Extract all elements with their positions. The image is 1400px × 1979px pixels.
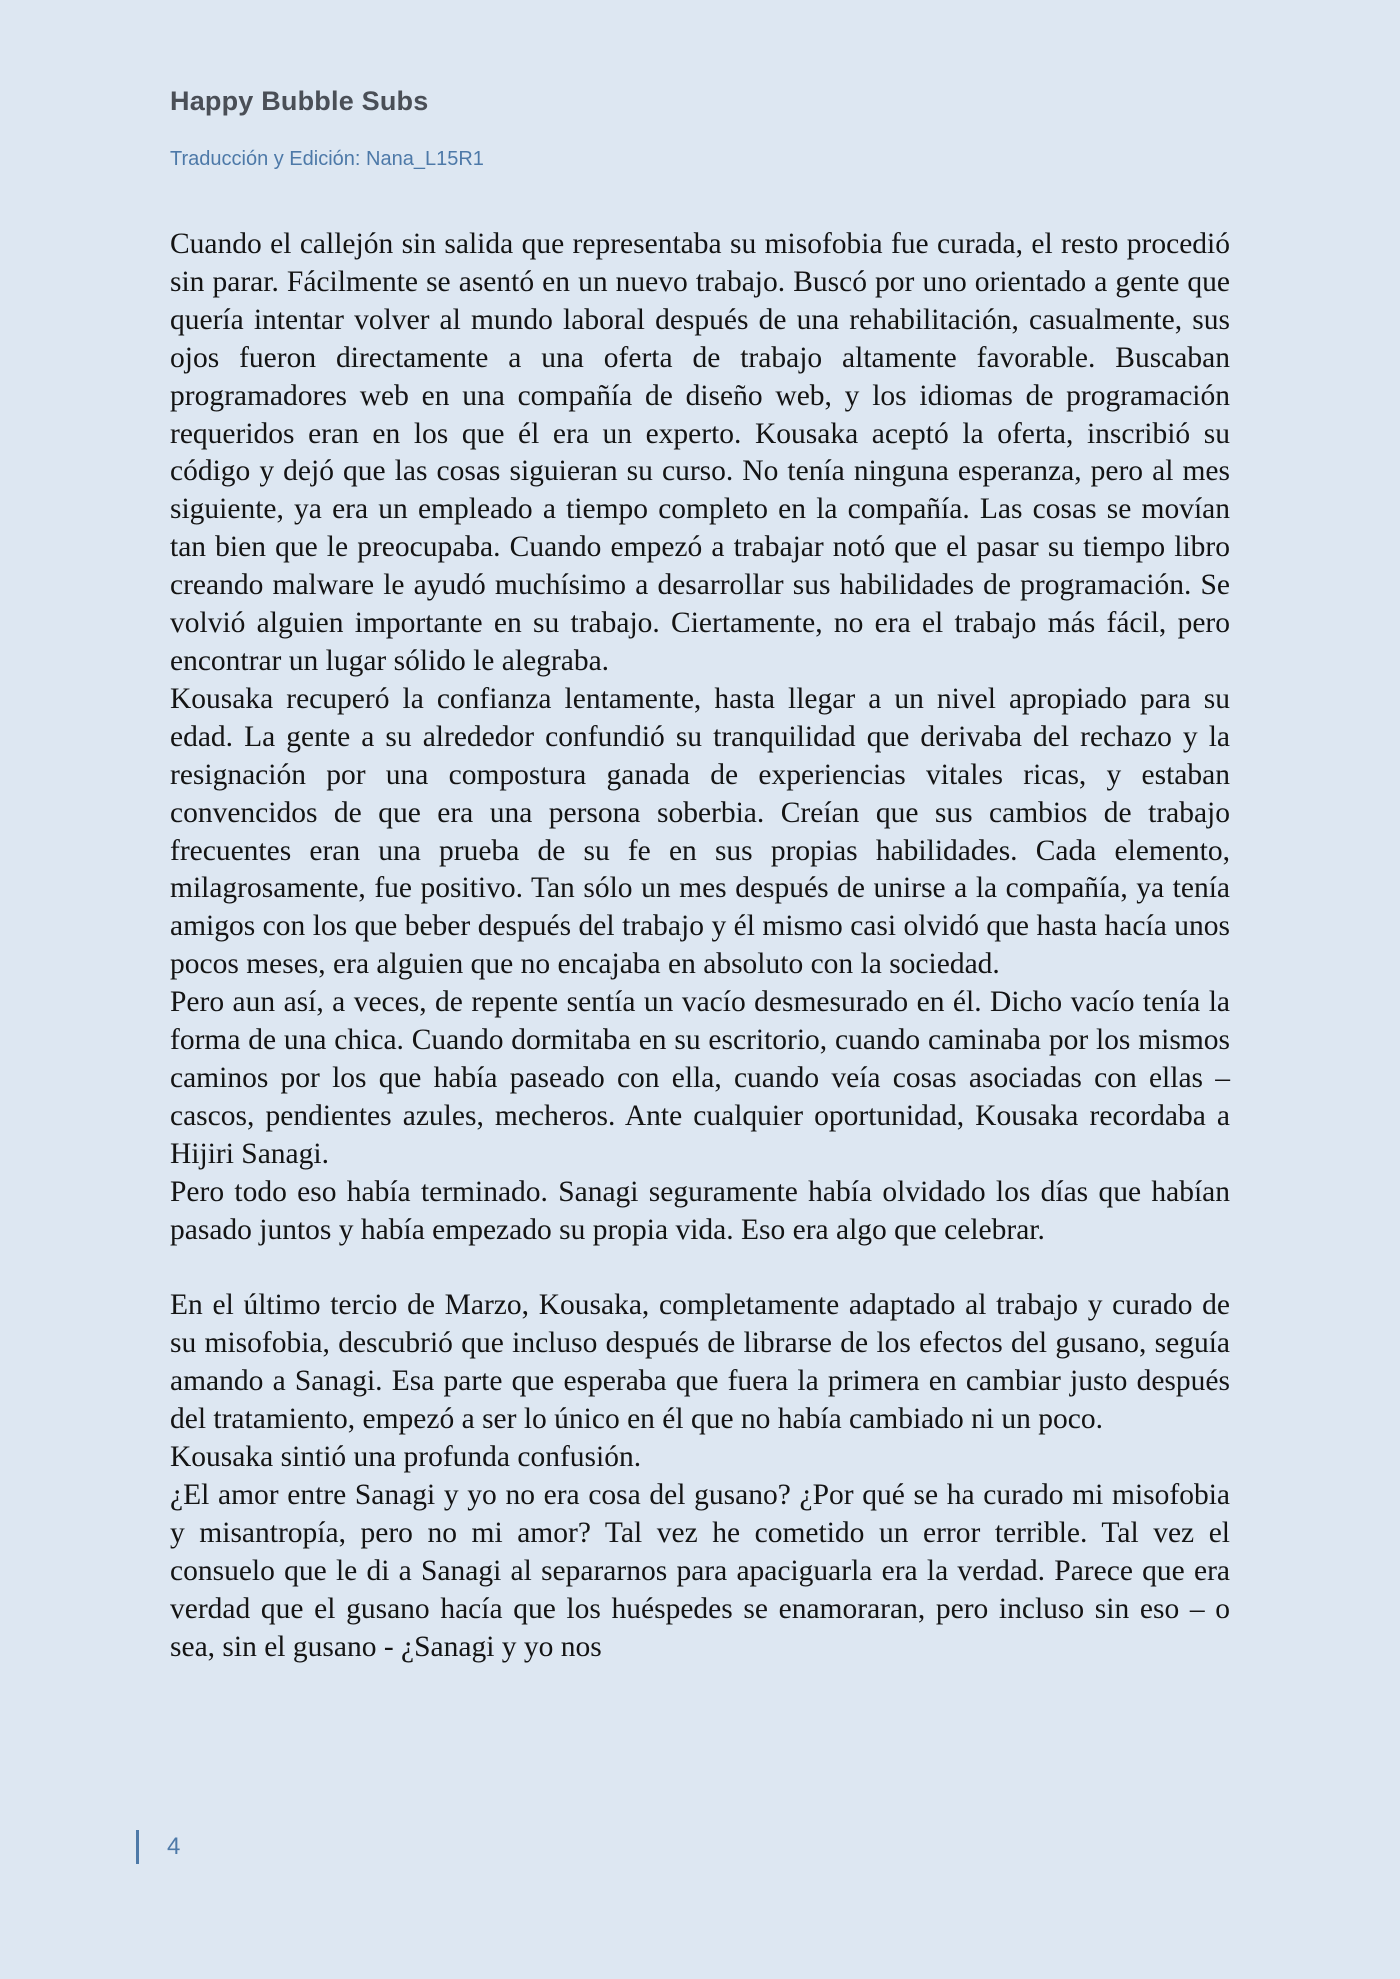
body-text: [170, 226, 1230, 1666]
translation-credit: Traducción y Edición: Nana_L15R1: [170, 148, 484, 170]
paragraph: Cuando el callejón sin salida que representaba su misofobia fue curada, el resto procedió sin parar. Fácilmente se asentó en un nuevo trabajo. Buscó por uno orientado a gente que quería intentar volver al mundo laboral después de una rehabilitación, casualmente, sus ojos fueron directamente a una oferta de trabajo altamente favorable. Buscaban programadores web en una compañía de diseño web, y los idiomas de programación requeridos eran en los que él era un experto. Kousaka aceptó la oferta, inscribió su código y dejó que las cosas siguieran su curso. No tenía ninguna esperanza, pero al mes siguiente, ya era un empleado a tiempo completo en la compañía. Las cosas se movían tan bien que le preocupaba. Cuando empezó a trabajar notó que el pasar su tiempo libro creando malware le ayudó muchísimo a desarrollar sus habilidades de programación. Se volvió alguien importante en su trabajo. Ciertamente, no era el trabajo más fácil, pero encontrar un lugar sólido le alegraba.: [170, 228, 1230, 677]
paragraph: En el último tercio de Marzo, Kousaka, completamente adaptado al trabajo y curado de su misofobia, descubrió que incluso después de librarse de los efectos del gusano, seguía amando a Sanagi. Esa parte que esperaba que fuera la primera en cambiar justo después del tratamiento, empezó a ser lo único en él que no había cambiado ni un poco.: [170, 1289, 1230, 1436]
paragraph: Kousaka sintió una profunda confusión.: [170, 1440, 642, 1473]
paragraph: Pero aun así, a veces, de repente sentía un vacío desmesurado en él. Dicho vacío tenía la forma de una chica. Cuando dormitaba en su escritorio, cuando caminaba por los mismos caminos por los que había paseado con ella, cuando veía cosas asociadas con ellas – cascos, pendientes azules, mecheros. Ante cualquier oportunidad, Kousaka recordaba a Hijiri Sanagi.: [170, 986, 1230, 1170]
paragraph: Kousaka recuperó la confianza lentamente, hasta llegar a un nivel apropiado para su edad. La gente a su alrededor confundió su tranquilidad que derivaba del rechazo y la resignación por una compostura ganada de experiencias vitales ricas, y estaban convencidos de que era una persona soberbia. Creían que sus cambios de trabajo frecuentes eran una prueba de su fe en sus propias habilidades. Cada elemento, milagrosamente, fue positivo. Tan sólo un mes después de unirse a la compañía, ya tenía amigos con los que beber después del trabajo y él mismo casi olvidó que hasta hacía unos pocos meses, era alguien que no encajaba en absoluto con la sociedad.: [170, 682, 1230, 981]
paragraph: Pero todo eso había terminado. Sanagi seguramente había olvidado los días que habían pasado juntos y había empezado su propia vida. Eso era algo que celebrar.: [170, 1175, 1230, 1246]
paragraph-gap: [170, 1249, 1230, 1287]
footer-divider: [136, 1830, 139, 1864]
paragraph: ¿El amor entre Sanagi y yo no era cosa del gusano? ¿Por qué se ha curado mi misofobia y misantropía, pero no mi amor? Tal vez he cometido un error terrible. Tal vez el consuelo que le di a Sanagi al separarnos para apaciguarla era la verdad. Parece que era verdad que el gusano hacía que los huéspedes se enamoraran, pero incluso sin eso – o sea, sin el gusano - ¿Sanagi y yo nos: [170, 1478, 1230, 1663]
page-footer: [136, 1830, 180, 1864]
header-title: Happy Bubble Subs: [170, 86, 429, 116]
page-number: 4: [167, 1833, 181, 1860]
